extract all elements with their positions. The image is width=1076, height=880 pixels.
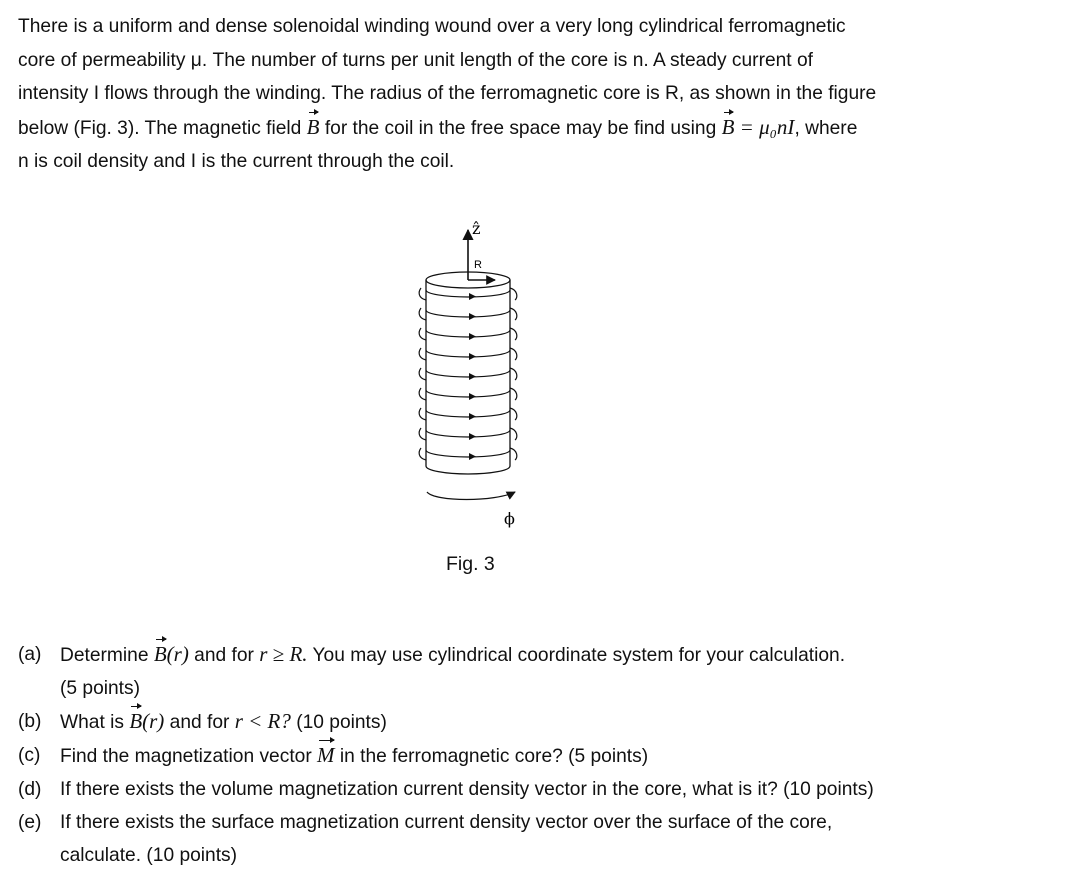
formula-vector-B: B	[722, 111, 735, 145]
B-of-r-expression: B(r)	[129, 709, 164, 733]
statement-line-1: There is a uniform and dense solenoidal winding wound over a very long cylindrical ferromagnetic	[18, 16, 846, 37]
formula-rhs: = μ₀nI	[734, 114, 795, 139]
question-b	[18, 705, 1068, 739]
question-e-text-2: calculate. (10 points)	[60, 845, 238, 866]
question-list	[18, 638, 1068, 872]
question-a-points: (5 points)	[60, 678, 140, 699]
vector-B-symbol: B	[129, 705, 142, 738]
question-label: (d)	[18, 779, 42, 800]
statement-line-4	[18, 111, 1058, 146]
statement-line-3: intensity I flows through the winding. The radius of the ferromagnetic core is R, as shown in the figure	[18, 83, 877, 104]
cylinder-core	[426, 272, 510, 474]
question-label: (b)	[18, 711, 42, 732]
condition-r-geq-R: r ≥ R.	[259, 642, 308, 666]
solenoid-figure	[405, 210, 535, 540]
question-label: (e)	[18, 812, 42, 833]
statement-line-4-part-1: below (Fig. 3). The magnetic field	[18, 117, 307, 139]
solenoid-windings	[419, 288, 517, 460]
question-b-text-2: and for	[164, 712, 235, 733]
question-e-continued	[18, 839, 1068, 872]
vector-B-symbol: B	[154, 638, 167, 671]
statement-line-5: n is coil density and I is the current through the coil.	[18, 151, 455, 172]
question-e	[18, 806, 1068, 839]
question-b-text-1: What is	[60, 712, 130, 733]
question-c	[18, 739, 1068, 773]
question-a	[18, 638, 1068, 672]
phi-label: ϕ	[504, 509, 515, 528]
B-of-r-expression: B(r)	[154, 642, 189, 666]
question-a-text-2: and for	[188, 645, 260, 666]
question-a-text-1: Determine	[60, 645, 154, 666]
question-d-text: If there exists the volume magnetization current density vector in the core, what is it? (10 points)	[60, 779, 874, 800]
condition-r-lt-R: r < R?	[234, 709, 291, 733]
question-a-continued	[18, 672, 1068, 705]
vector-B-symbol: B	[307, 111, 320, 145]
statement-line-4-part-2: for the coil in the free space may be find using	[319, 117, 722, 139]
question-c-text-2: in the ferromagnetic core? (5 points)	[334, 746, 649, 767]
question-d	[18, 773, 1068, 806]
question-label: (a)	[18, 644, 42, 665]
statement-line-2: core of permeability μ. The number of turns per unit length of the core is n. A steady current of	[18, 49, 813, 71]
current-direction-arrows	[469, 293, 476, 460]
z-axis-label: ẑ	[472, 219, 481, 238]
question-a-text-3: You may use cylindrical coordinate system for your calculation.	[307, 645, 846, 666]
question-label: (c)	[18, 745, 41, 766]
question-e-text: If there exists the surface magnetization current density vector over the surface of the core,	[60, 812, 833, 833]
figure-caption: Fig. 3	[446, 553, 495, 575]
question-b-text-3: (10 points)	[290, 712, 387, 733]
field-formula	[722, 115, 795, 139]
question-c-text-1: Find the magnetization vector	[60, 746, 318, 767]
radius-label: R	[474, 259, 482, 271]
statement-line-4-part-3: , where	[794, 117, 858, 139]
phi-direction-arrow	[427, 492, 515, 500]
problem-statement	[18, 10, 1058, 179]
vector-M-symbol: M	[317, 739, 335, 772]
